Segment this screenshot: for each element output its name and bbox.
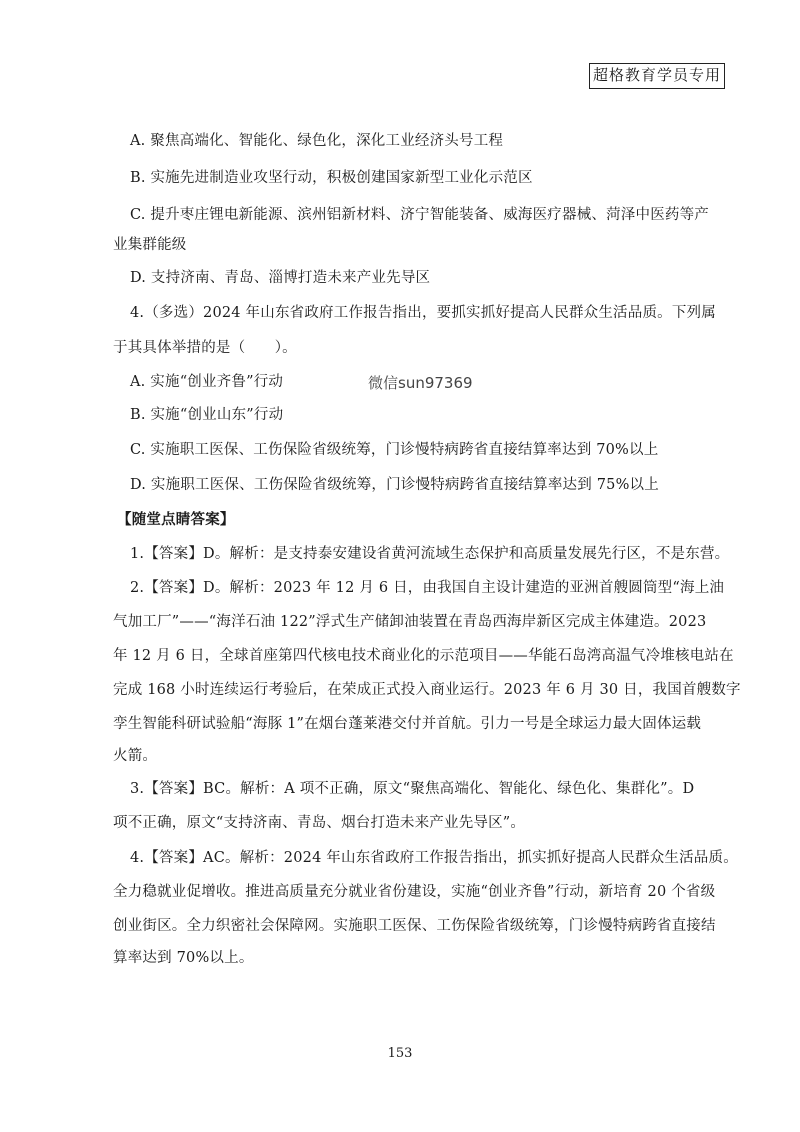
q4-option-a: A. 实施“创业齐鲁”行动 [130,374,284,390]
q4-option-d: D. 实施职工医保、工伤保险省级统筹，门诊慢特病跨省直接结算率达到 75%以上 [130,477,659,493]
answers-heading: 【随堂点睛答案】 [117,511,235,528]
q4-stem-line1: 4.（多选）2024 年山东省政府工作报告指出，要抓实抓好提高人民群众生活品质。下列属 [130,305,716,321]
answer-4-line2: 全力稳就业促增收。推进高质量充分就业省份建设，实施“创业齐鲁”行动，新培育 20 个省级 [113,884,716,900]
stamp-label: 超格教育学员专用 [589,63,725,89]
answer-1: 1.【答案】D。解析：是支持泰安建设省黄河流域生态保护和高质量发展先行区，不是东营。 [130,546,730,562]
q4-option-b: B. 实施“创业山东”行动 [130,407,284,423]
q4-option-c: C. 实施职工医保、工伤保险省级统筹，门诊慢特病跨省直接结算率达到 70%以上 [130,442,659,458]
answer-4-line4: 算率达到 70%以上。 [113,950,254,966]
answer-3-line2: 项不正确，原文“支持济南、青岛、烟台打造未来产业先导区”。 [113,815,526,831]
answer-2-line2: 气加工厂”——“海洋石油 122”浮式生产储卸油装置在青岛西海岸新区完成主体建造。2023 [113,614,707,630]
q3-option-d: D. 支持济南、青岛、淄博打造未来产业先导区 [130,270,431,286]
q4-stem-line2: 于其具体举措的是（ ）。 [113,340,297,356]
q3-option-b: B. 实施先进制造业攻坚行动，积极创建国家新型工业化示范区 [130,170,533,186]
answer-2-line6: 火箭。 [113,748,158,764]
q3-option-a: A. 聚焦高端化、智能化、绿色化，深化工业经济头号工程 [130,133,504,149]
answer-2-line1: 2.【答案】D。解析：2023 年 12 月 6 日，由我国自主设计建造的亚洲首艘圆筒型“海上油 [130,580,725,596]
answer-2-line4: 完成 168 小时连续运行考验后，在荣成正式投入商业运行。2023 年 6 月 30 日，我国首艘数字 [113,682,741,698]
answer-4-line3: 创业街区。全力织密社会保障网。实施职工医保、工伤保险省级统筹，门诊慢特病跨省直接结 [113,918,716,934]
q3-option-c-line2: 业集群能级 [113,237,187,253]
answer-2-line3: 年 12 月 6 日，全球首座第四代核电技术商业化的示范项目——华能石岛湾高温气冷堆核电站在 [113,648,734,664]
answer-4-line1: 4.【答案】AC。解析：2024 年山东省政府工作报告指出，抓实抓好提高人民群众生活品质。 [130,850,738,866]
answer-2-line5: 孪生智能科研试验船“海豚 1”在烟台蓬莱港交付并首航。引力一号是全球运力最大固体运载 [113,716,702,732]
watermark-text: 微信sun97369 [368,374,473,392]
answer-3-line1: 3.【答案】BC。解析：A 项不正确，原文“聚焦高端化、智能化、绿色化、集群化”。D [130,781,695,797]
q3-option-c-line1: C. 提升枣庄锂电新能源、滨州铝新材料、济宁智能装备、威海医疗器械、菏泽中医药等产 [130,207,709,223]
page-number: 153 [387,1046,413,1061]
